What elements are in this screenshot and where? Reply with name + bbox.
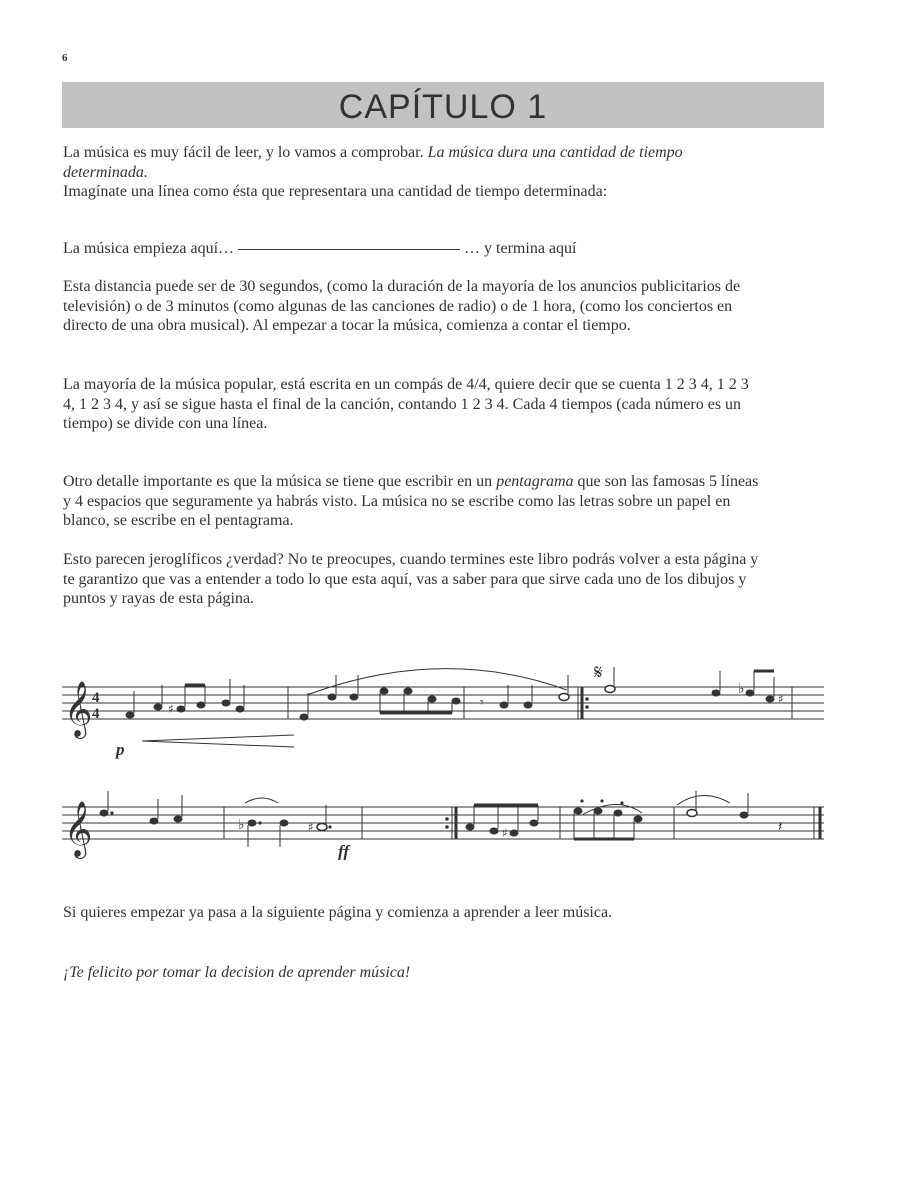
sharp-icon: ♯: [308, 820, 314, 834]
timeline-start: La música empieza aquí…: [63, 240, 235, 257]
chapter-header: [62, 82, 824, 128]
paragraph-intro: [63, 143, 763, 202]
paragraph-duration: Esta distancia puede ser de 30 segundos, (como la duración de la mayoría de los anuncios publicitarios de televisión) o de 3 minutos (como algunas de las canciones de radio) o de 1 hora, (como los conciertos en directo de una obra musical). Al empezar a tocar la música, comienza a contar el tiempo.: [63, 278, 741, 334]
closing-message: [63, 963, 763, 983]
svg-text:𝄾: 𝄾: [480, 695, 484, 711]
paragraph-time-signature: La mayoría de la música popular, está escrita en un compás de 4/4, quiere decir que se cuenta 1 2 3 4, 1 2 3 4, 1 2 3 4, y así se sigue hasta el final de la canción, contando 1 2 3 4. Cada 4 tiempos (cada número es un tiempo) se divide con una línea.: [63, 376, 749, 432]
treble-clef-icon: 𝄞: [64, 681, 93, 737]
paragraph-timeline: [63, 239, 763, 259]
paragraph-hieroglyphs: Esto parecen jeroglíficos ¿verdad? No te preocupes, cuando termines este libro podrás volver a esta página y te garantizo que vas a entender a todo lo que esta aquí, vas a saber para que sirve cada uno de los dibujos y puntos y rayas de esta página.: [63, 551, 759, 607]
closing-text: ¡Te felicito por tomar la decision de aprender música!: [63, 964, 411, 981]
treble-clef-icon: 𝄞: [64, 801, 93, 857]
time-signature-top: 4: [92, 690, 100, 706]
intro-emphasis: La música dura una cantidad de tiempo determinada.: [63, 144, 683, 181]
flat-icon: ♭: [238, 817, 245, 833]
chapter-title: CAPÍTULO 1: [338, 88, 548, 126]
staff-term: pentagrama: [496, 473, 574, 490]
music-score: [62, 655, 827, 860]
dynamic-piano: p: [116, 740, 125, 759]
time-signature-bottom: 4: [92, 706, 100, 722]
svg-text:𝄽: 𝄽: [778, 819, 783, 835]
page-number: 6: [62, 52, 68, 64]
intro-text: La música es muy fácil de leer, y lo vamos a comprobar.: [63, 144, 428, 161]
segno-icon: 𝄋: [594, 660, 603, 684]
dynamic-fortissimo: ff: [338, 842, 350, 860]
timeline-line: [238, 249, 460, 250]
staff-text-b: que son las famosas 5 líneas y 4 espacios que seguramente ya habrás visto. La música no se escribe como las letras sobre un papel en blanco, se escribe en el pentagrama.: [63, 473, 759, 529]
paragraph-next-page: Si quieres empezar ya pasa a la siguiente página y comienza a aprender a leer música.: [63, 904, 613, 921]
sharp-icon: ♯: [502, 826, 508, 840]
flat-icon: ♭: [738, 681, 745, 697]
staff-text-a: Otro detalle importante es que la música se tiene que escribir en un: [63, 473, 497, 490]
intro-line-text: Imagínate una línea como ésta que representara una cantidad de tiempo determinada:: [63, 183, 608, 200]
sharp-icon: ♯: [168, 702, 174, 716]
paragraph-staff: [63, 472, 763, 531]
sharp-icon: ♯: [778, 692, 784, 706]
timeline-end: … y termina aquí: [464, 240, 577, 257]
